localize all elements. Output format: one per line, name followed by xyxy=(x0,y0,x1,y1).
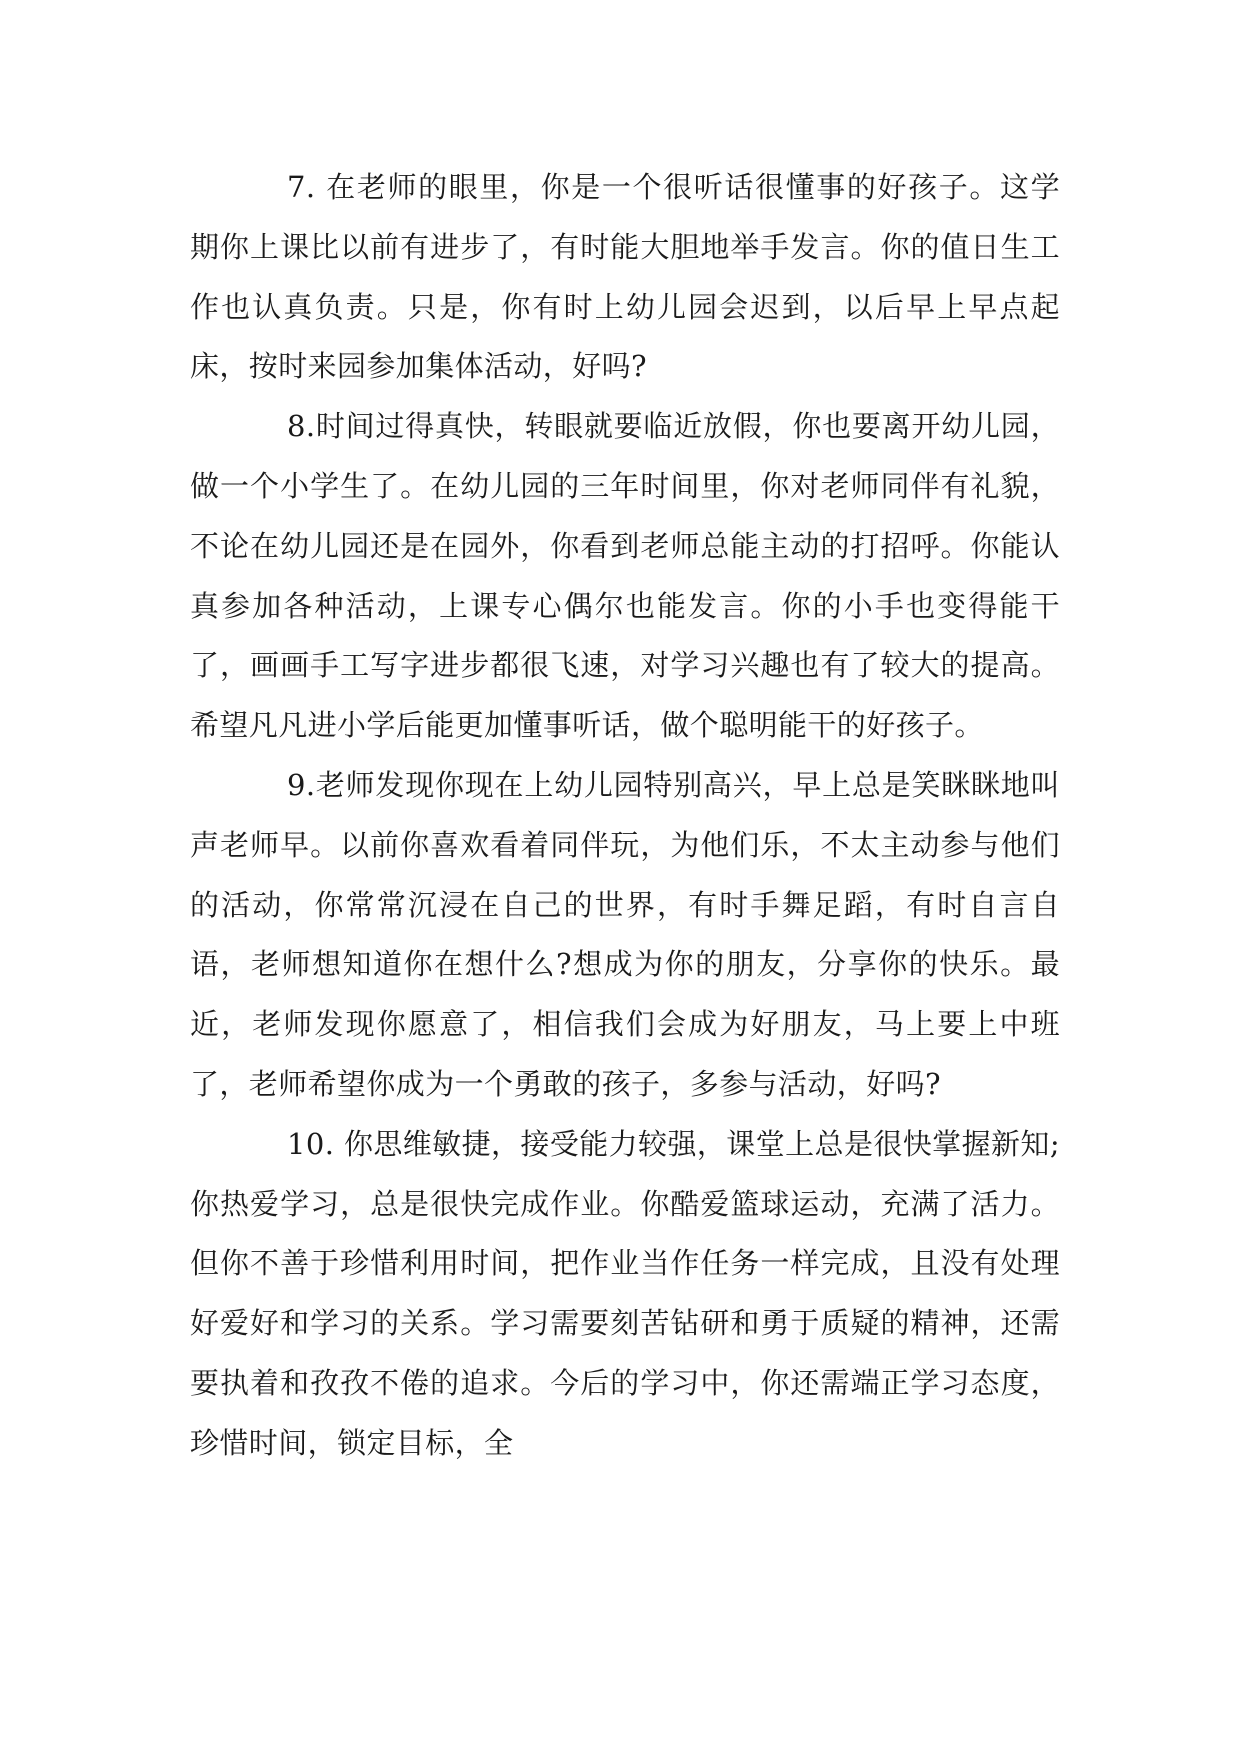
document-body xyxy=(190,158,1060,1474)
paragraph-comment-9: 9.老师发现你现在上幼儿园特别高兴，早上总是笑眯眯地叫声老师早。以前你喜欢看着同伴玩，为他们乐，不太主动参与他们的活动，你常常沉浸在自己的世界，有时手舞足蹈，有时自言自语，老师想知道你在想什么?想成为你的朋友，分享你的快乐。最近，老师发现你愿意了，相信我们会成为好朋友，马上要上中班了，老师希望你成为一个勇敢的孩子，多参与活动，好吗? xyxy=(190,767,1060,1101)
paragraph-comment-8: 8.时间过得真快，转眼就要临近放假，你也要离开幼儿园，做一个小学生了。在幼儿园的三年时间里，你对老师同伴有礼貌，不论在幼儿园还是在园外，你看到老师总能主动的打招呼。你能认真参加各种活动，上课专心偶尔也能发言。你的小手也变得能干了，画画手工写字进步都很飞速，对学习兴趣也有了较大的提高。希望凡凡进小学后能更加懂事听话，做个聪明能干的好孩子。 xyxy=(190,409,1060,743)
paragraph-comment-7: 7. 在老师的眼里，你是一个很听话很懂事的好孩子。这学期你上课比以前有进步了，有时能大胆地举手发言。你的值日生工作也认真负责。只是，你有时上幼儿园会迟到，以后早上早点起床，按时来园参加集体活动，好吗? xyxy=(190,170,1060,384)
paragraph-comment-10: 10. 你思维敏捷，接受能力较强，课堂上总是很快掌握新知;你热爱学习，总是很快完成作业。你酷爱篮球运动，充满了活力。但你不善于珍惜利用时间，把作业当作任务一样完成，且没有处理好爱好和学习的关系。学习需要刻苦钻研和勇于质疑的精神，还需要执着和孜孜不倦的追求。今后的学习中，你还需端正学习态度，珍惜时间，锁定目标，全 xyxy=(190,1126,1060,1460)
